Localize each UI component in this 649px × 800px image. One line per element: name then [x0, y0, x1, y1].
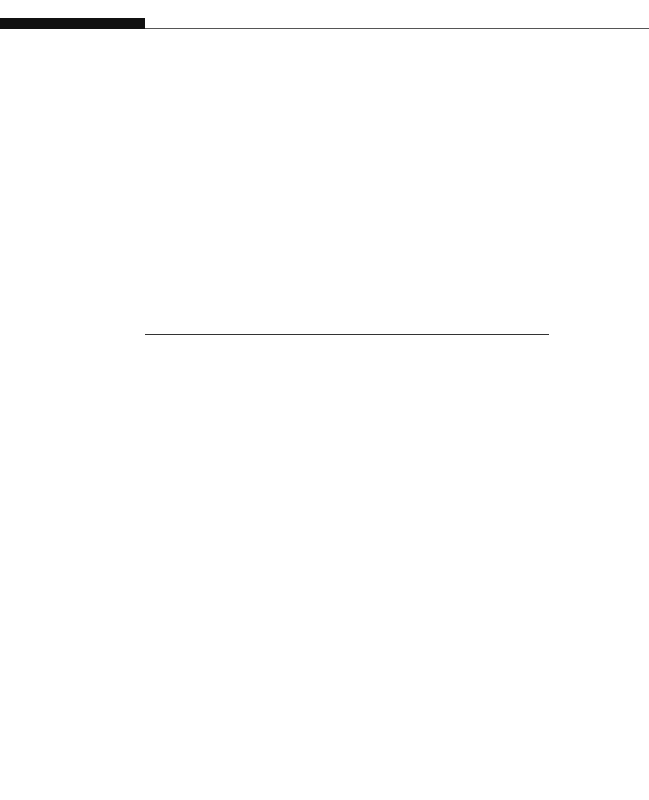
header-rule [145, 28, 649, 29]
header-black-bar [0, 18, 145, 29]
section-rule [145, 334, 549, 335]
running-header [146, 33, 150, 49]
section-heading [145, 340, 151, 357]
